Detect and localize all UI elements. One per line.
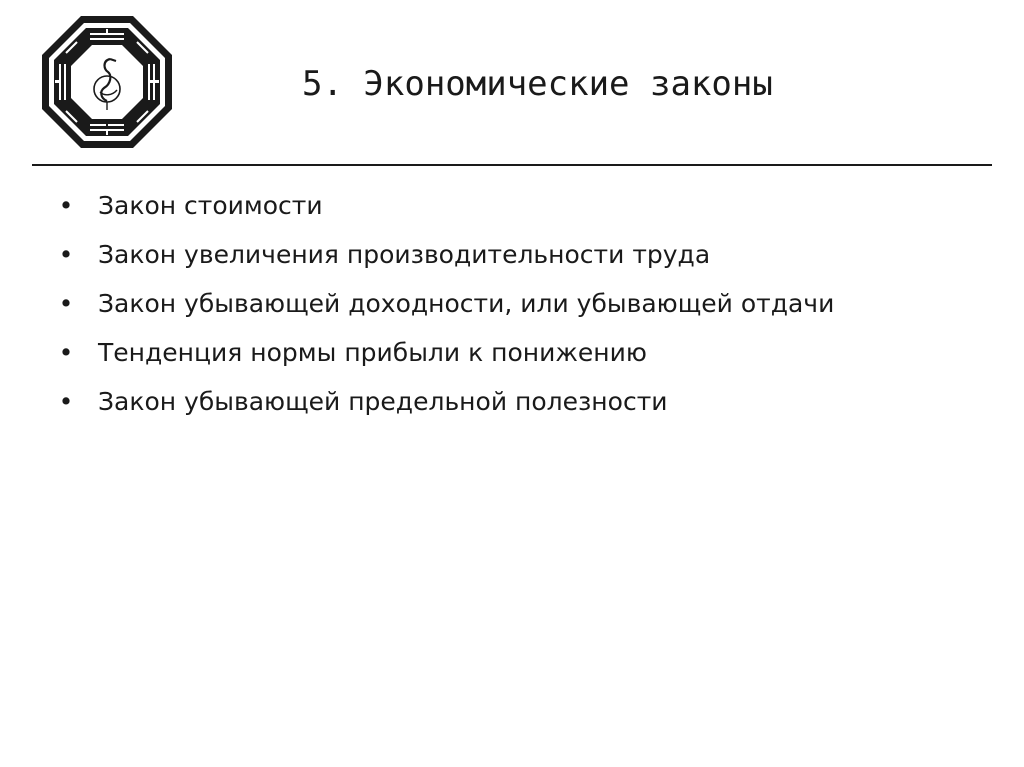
dharma-octagon-swan-logo-icon [40,14,174,150]
slide-title: 5. Экономические законы [302,64,773,104]
list-item [58,186,834,235]
bullet-dot: • [58,240,74,269]
list-item-text: Закон увеличения производительности труда [98,240,711,269]
list-item-text: Закон убывающей предельной полезности [98,387,668,416]
bullet-dot: • [58,338,74,367]
list-item-text: Тенденция нормы прибыли к понижению [98,338,647,367]
bullet-dot: • [58,387,74,416]
list-item [58,382,834,431]
list-item-text: Закон убывающей доходности, или убывающей отдачи [98,289,835,318]
list-item [58,284,834,333]
bullet-dot: • [58,289,74,318]
list-item [58,333,834,382]
bullet-list [58,186,834,431]
list-item [58,235,834,284]
dharma-logo [40,14,174,150]
list-item-text: Закон стоимости [98,191,323,220]
title-divider [32,164,992,166]
bullet-dot: • [58,191,74,220]
